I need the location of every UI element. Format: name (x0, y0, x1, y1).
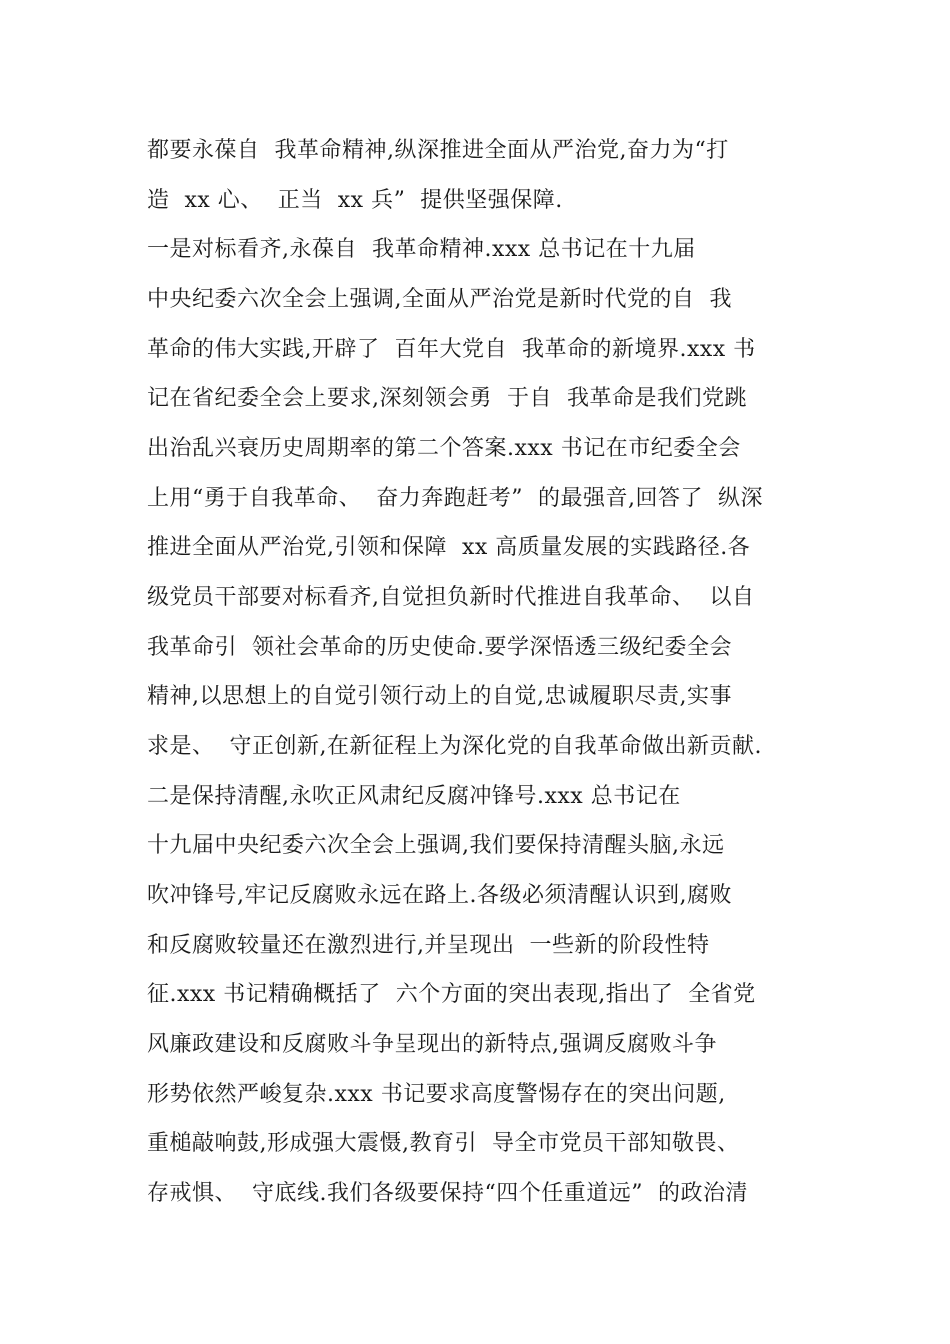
text-line: 二是保持清醒,永吹正风肃纪反腐冲锋号.xxx 总书记在 (147, 784, 681, 809)
text-line: 吹冲锋号,牢记反腐败永远在路上.各级必须清醒认识到,腐败 (147, 883, 732, 908)
text-line: 求是、 守正创新,在新征程上为深化党的自我革命做出新贡献. (147, 734, 762, 759)
text-line: 都要永葆自 我革命精神,纵深推进全面从严治党,奋力为“打 (147, 138, 729, 163)
text-line: 出治乱兴衰历史周期率的第二个答案.xxx 书记在市纪委全会 (147, 436, 741, 461)
text-line: 征.xxx 书记精确概括了 六个方面的突出表现,指出了 全省党 (147, 982, 756, 1007)
text-line: 存戒惧、 守底线.我们各级要保持“四个任重道远” 的政治清 (147, 1181, 748, 1206)
text-line: 风廉政建设和反腐败斗争呈现出的新特点,强调反腐败斗争 (147, 1032, 717, 1057)
text-line: 造 xx 心、 正当 xx 兵” 提供坚强保障. (147, 188, 563, 213)
text-line: 一是对标看齐,永葆自 我革命精神.xxx 总书记在十九届 (147, 237, 696, 262)
text-line: 精神,以思想上的自觉引领行动上的自觉,忠诚履职尽责,实事 (147, 684, 732, 709)
text-line: 上用“勇于自我革命、 奋力奔跑赶考” 的最强音,回答了 纵深 (147, 486, 763, 511)
text-line: 和反腐败较量还在激烈进行,并呈现出 一些新的阶段性特 (147, 933, 710, 958)
text-line: 革命的伟大实践,开辟了 百年大党自 我革命的新境界.xxx 书 (147, 337, 756, 362)
text-line: 中央纪委六次全会上强调,全面从严治党是新时代党的自 我 (147, 287, 732, 312)
text-line: 形势依然严峻复杂.xxx 书记要求高度警惕存在的突出问题, (147, 1082, 726, 1107)
text-line: 我革命引 领社会革命的历史使命.要学深悟透三级纪委全会 (147, 635, 732, 660)
text-line: 十九届中央纪委六次全会上强调,我们要保持清醒头脑,永远 (147, 833, 725, 858)
text-line: 级党员干部要对标看齐,自觉担负新时代推进自我革命、 以自 (147, 585, 755, 610)
text-line: 重槌敲响鼓,形成强大震慑,教育引 导全市党员干部知敬畏、 (147, 1131, 740, 1156)
text-line: 记在省纪委全会上要求,深刻领会勇 于自 我革命是我们党跳 (147, 386, 747, 411)
text-line: 推进全面从严治党,引领和保障 xx 高质量发展的实践路径.各 (147, 535, 751, 560)
